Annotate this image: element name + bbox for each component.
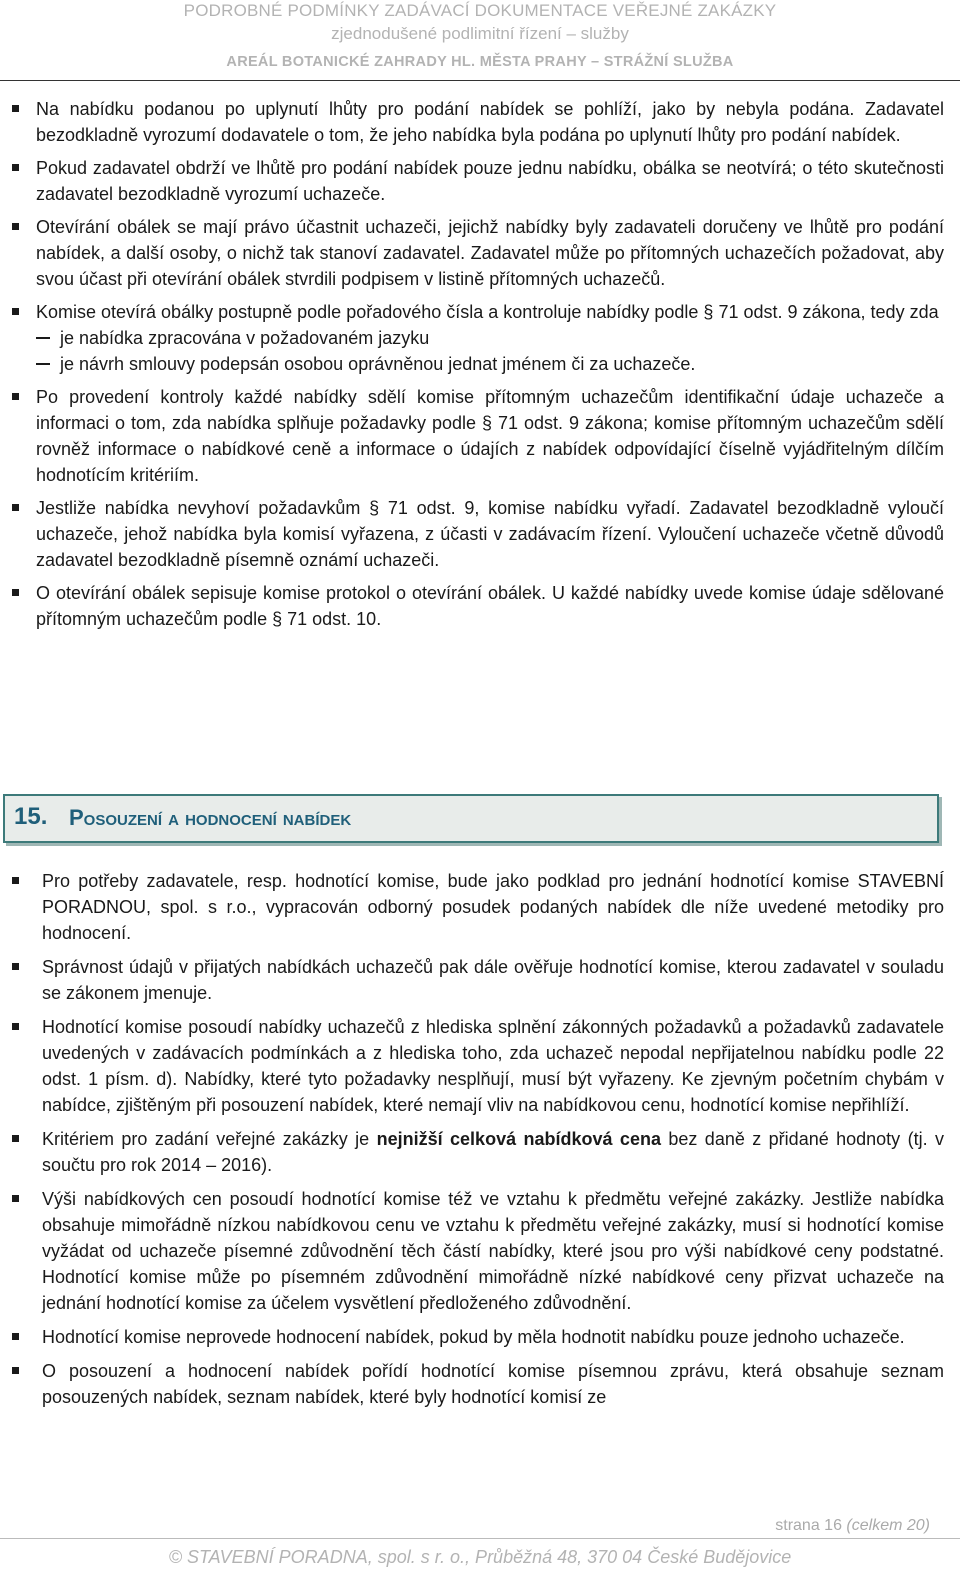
- bullet-icon: [12, 1333, 19, 1340]
- bullet-icon: [12, 308, 19, 315]
- bullet-icon: [12, 1135, 19, 1142]
- bullet-icon: [12, 1195, 19, 1202]
- dash-icon: [36, 337, 50, 339]
- list-item: Správnost údajů v přijatých nabídkách uchazečů pak dále ověřuje hodnotící komise, kterou zadavatel v souladu se zákonem jmenuje.: [12, 954, 944, 1006]
- opening-procedure-list: [12, 96, 944, 632]
- list-item: O posouzení a hodnocení nabídek pořídí hodnotící komise písemnou zprávu, která obsahuje seznam posouzených nabídek, seznam nabídek, které byly hodnotící komisí ze: [12, 1358, 944, 1410]
- bullet-icon: [12, 1023, 19, 1030]
- footer-divider: [0, 1538, 960, 1539]
- list-item: Pro potřeby zadavatele, resp. hodnotící komise, bude jako podklad pro jednání hodnotící komise STAVEBNÍ PORADNOU, spol. s r.o., vypracován odborný posudek podaných nabídek dle níže uvedené metodiky pro hodnocení.: [12, 868, 944, 946]
- sub-list-item: je návrh smlouvy podepsán osobou oprávněnou jednat jménem či za uchazeče.: [12, 351, 944, 377]
- bullet-icon: [12, 223, 19, 230]
- list-item: Otevírání obálek se mají právo účastnit uchazeči, jejichž nabídky byly zadavateli doručeny ve lhůtě pro podání nabídek, a další osoby, o nichž tak stanoví zadavatel. Zadavatel může po přítomných uchazečích požadovat, aby svou účast při otevírání obálek stvrdili podpisem v listině přítomných uchazečů.: [12, 214, 944, 292]
- evaluation-list: [12, 868, 944, 1410]
- bullet-icon: [12, 393, 19, 400]
- header-title: PODROBNÉ PODMÍNKY ZADÁVACÍ DOKUMENTACE VEŘEJNÉ ZAKÁZKY: [183, 1, 777, 20]
- header-divider: [0, 80, 960, 81]
- bullet-icon: [12, 877, 19, 884]
- dash-icon: [36, 363, 50, 365]
- list-item: Na nabídku podanou po uplynutí lhůty pro podání nabídek se pohlíží, jako by nebyla podána. Zadavatel bezodkladně vyrozumí dodavatele o tom, že jeho nabídka byla podána po uplynutí lhůty pro podání nabídek.: [12, 96, 944, 148]
- page-footer: © STAVEBNÍ PORADNA, spol. s r. o., Průběžná 48, 370 04 České Budějovice: [168, 1547, 792, 1567]
- bullet-icon: [12, 963, 19, 970]
- sub-list-item: je nabídka zpracována v požadovaném jazyku: [12, 325, 944, 351]
- list-item: Jestliže nabídka nevyhoví požadavkům § 71 odst. 9, komise nabídku vyřadí. Zadavatel bezodkladně vyloučí uchazeče, jehož nabídka byla komisí vyřazena, z účasti v zadávacím řízení. Vyloučení uchazeče včetně důvodů zadavatel bezodkladně písemně oznámí uchazeči.: [12, 495, 944, 573]
- section-number: 15.: [14, 803, 48, 830]
- page-number: strana 16 (celkem 20): [775, 1517, 930, 1534]
- bullet-icon: [12, 589, 19, 596]
- list-item: Hodnotící komise posoudí nabídky uchazečů z hlediska splnění zákonných požadavků a požadavků zadavatele uvedených v zadávacích podmínkách a z hlediska toho, zda uchazeč nepodal nepřijatelnou nabídku podle 22 odst. 1 písm. d). Nabídky, které tyto požadavky nesplňují, musí být vyřazeny. Ke zjevným početním chybám v nabídce, zjištěným při posouzení nabídek, které nemají vliv na nabídkovou cenu, hodnotící komise nepřihlíží.: [12, 1014, 944, 1118]
- bullet-icon: [12, 105, 19, 112]
- section-title: Posouzení a hodnocení nabídek: [69, 805, 352, 830]
- list-item: Po provedení kontroly každé nabídky sdělí komise přítomným uchazečům identifikační údaje uchazeče a informaci o tom, zda nabídka splňuje požadavky podle § 71 odst. 9 zákona; komise přítomným uchazečům sdělí rovněž informace o nabídkové ceně a informace o údajích z nabídek odpovídající číselně vyjádřitelným dílčím hodnotícím kritériím.: [12, 384, 944, 488]
- bullet-icon: [12, 504, 19, 511]
- list-item-criterion: Kritériem pro zadání veřejné zakázky je nejnižší celková nabídková cena bez daně z přidané hodnoty (tj. v součtu pro rok 2014 – 2016).: [12, 1126, 944, 1178]
- list-item: O otevírání obálek sepisuje komise protokol o otevírání obálek. U každé nabídky uvede komise údaje sdělované přítomným uchazečům podle § 71 odst. 10.: [12, 580, 944, 632]
- list-item: Hodnotící komise neprovede hodnocení nabídek, pokud by měla hodnotit nabídku pouze jednoho uchazeče.: [12, 1324, 944, 1350]
- criterion-emphasis: nejnižší celková nabídková cena: [376, 1129, 661, 1149]
- section-heading: [3, 794, 939, 843]
- bullet-icon: [12, 1367, 19, 1374]
- header-project: AREÁL BOTANICKÉ ZAHRADY HL. MĚSTA PRAHY – STRÁŽNÍ SLUŽBA: [226, 54, 734, 70]
- bullet-icon: [12, 164, 19, 171]
- list-item: Komise otevírá obálky postupně podle pořadového čísla a kontroluje nabídky podle § 71 odst. 9 zákona, tedy zda: [12, 299, 944, 325]
- header-subtitle: zjednodušené podlimitní řízení – služby: [331, 24, 629, 43]
- page-total: (celkem 20): [846, 1517, 930, 1534]
- list-item: Pokud zadavatel obdrží ve lhůtě pro podání nabídek pouze jednu nabídku, obálka se neotvírá; o této skutečnosti zadavatel bezodkladně vyrozumí uchazeče.: [12, 155, 944, 207]
- list-item: Výši nabídkových cen posoudí hodnotící komise též ve vztahu k předmětu veřejné zakázky. Jestliže nabídka obsahuje mimořádně nízkou nabídkovou cenu ve vztahu k předmětu veřejné zakázky, musí si hodnotící komise vyžádat od uchazeče písemné zdůvodnění těch částí nabídky, které jsou pro výši nabídkové ceny podstatné. Hodnotící komise může po písemném zdůvodnění mimořádně nízké nabídkové ceny přizvat uchazeče na jednání hodnotící komise za účelem vysvětlení předloženého zdůvodnění.: [12, 1186, 944, 1316]
